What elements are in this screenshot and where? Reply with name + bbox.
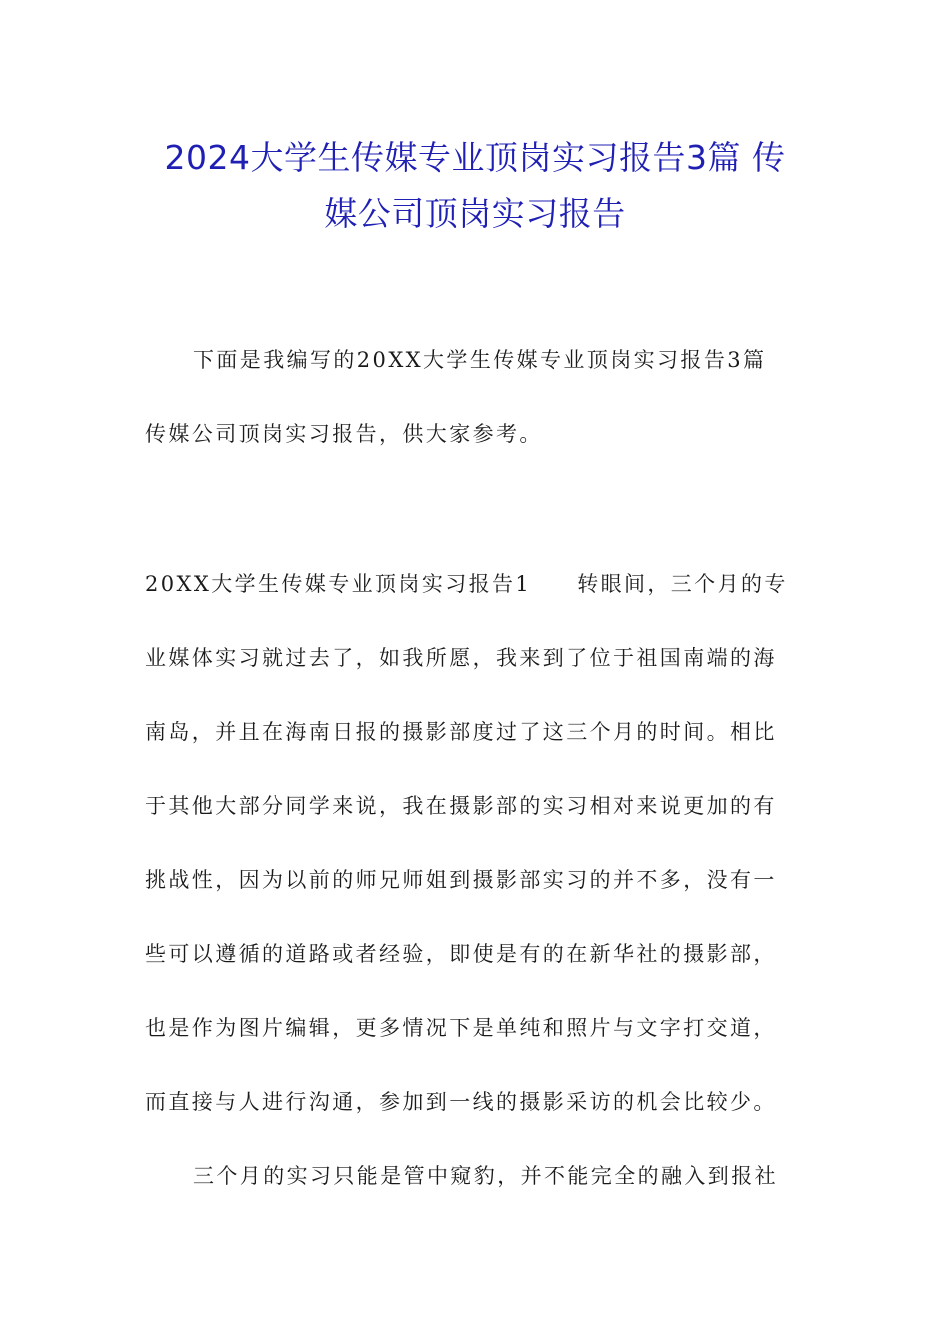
section-1-line-6: 些可以遵循的道路或者经验，即使是有的在新华社的摄影部， [145, 942, 777, 966]
section-1-line-8: 而直接与人进行沟通，参加到一线的摄影采访的机会比较少。 [145, 1090, 777, 1114]
section-1-line-1: 转眼间，三个月的专 [577, 572, 788, 596]
section-1-line-4: 于其他大部分同学来说，我在摄影部的实习相对来说更加的有 [145, 794, 777, 818]
title-line-2: 媒公司顶岗实习报告 [324, 194, 626, 233]
section-1-paragraph [145, 547, 805, 1213]
document-title [145, 130, 805, 242]
intro-paragraph [145, 323, 805, 471]
section-1-line-3: 南岛，并且在海南日报的摄影部度过了这三个月的时间。相比 [145, 720, 777, 744]
intro-line-1: 下面是我编写的20XX大学生传媒专业顶岗实习报告3篇 [193, 348, 767, 372]
section-1-line-7: 也是作为图片编辑，更多情况下是单纯和照片与文字打交道， [145, 1016, 777, 1040]
title-line-1: 2024大学生传媒专业顶岗实习报告3篇 传 [164, 138, 786, 177]
section-1-heading: 20XX大学生传媒专业顶岗实习报告1 [145, 572, 532, 596]
section-1-first-line [145, 547, 805, 621]
intro-line-2: 传媒公司顶岗实习报告，供大家参考。 [145, 422, 543, 446]
section-1-line-2: 业媒体实习就过去了，如我所愿，我来到了位于祖国南端的海 [145, 646, 777, 670]
paragraph-2-line-1: 三个月的实习只能是管中窥豹，并不能完全的融入到报社 [193, 1164, 778, 1188]
section-1-line-5: 挑战性，因为以前的师兄师姐到摄影部实习的并不多，没有一 [145, 868, 777, 892]
